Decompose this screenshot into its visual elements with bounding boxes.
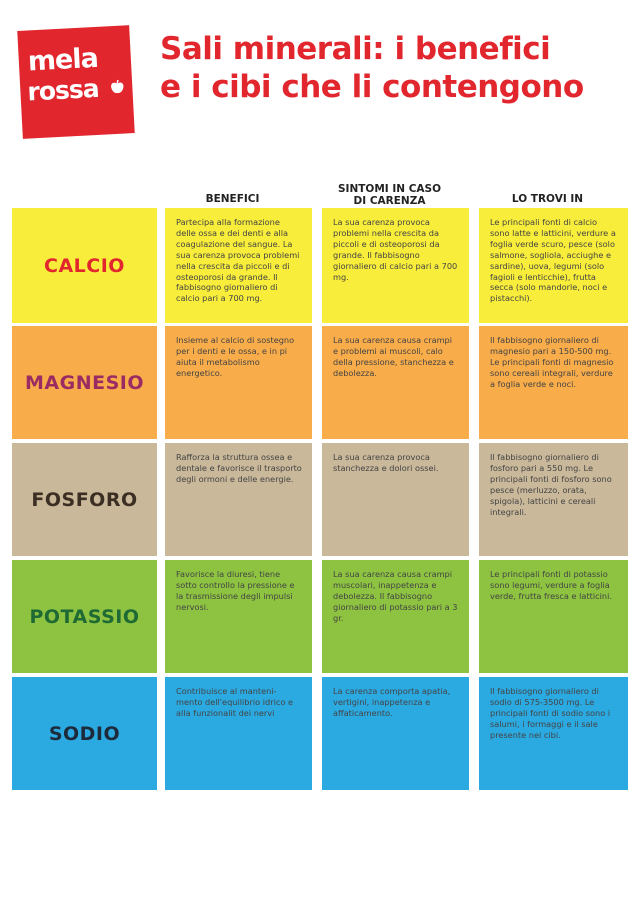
cell-benefici: Contribuisce al manteni-mento dell'equilibrio idrico e alla funzionalit dei nervi bbox=[165, 677, 312, 790]
cell-benefici: Insieme al calcio di sostegno per i denti e le ossa, e in pi aiuta il metabolismo energetico. bbox=[165, 326, 312, 439]
apple-icon bbox=[110, 79, 125, 99]
cell-lo-trovi-in: Il fabbisogno giornaliero di sodio di 575-3500 mg. Le principali fonti di sodio sono i salumi, i formaggi e il sale presente nei cibi. bbox=[479, 677, 628, 790]
mineral-name: POTASSIO bbox=[12, 560, 157, 673]
mineral-name: SODIO bbox=[12, 677, 157, 790]
title-line-1: Sali minerali: i benefici bbox=[160, 31, 551, 67]
table-row-potassio bbox=[12, 560, 628, 673]
mineral-name: CALCIO bbox=[12, 208, 157, 323]
cell-lo-trovi-in: Le principali fonti di calcio sono latte e latticini, verdure a foglia verde scuro, pesce (solo salmone, sogliola, acciughe e sardine), uova, legumi (solo fagioli e lenticchie), frutta secca (solo mandorle, noci e pistacchi). bbox=[479, 208, 628, 323]
mineral-name: FOSFORO bbox=[12, 443, 157, 556]
header-sintomi-line-1: SINTOMI IN CASO bbox=[337, 183, 442, 195]
cell-sintomi: La sua carenza provoca stanchezza e dolori ossei. bbox=[322, 443, 469, 556]
header-lo-trovi-in: LO TROVI IN bbox=[511, 193, 584, 205]
table-row-sodio bbox=[12, 677, 628, 790]
table-row-fosforo bbox=[12, 443, 628, 556]
title-line-2: e i cibi che li contengono bbox=[160, 69, 584, 105]
logo-text-mela: mela bbox=[27, 42, 99, 78]
header-sintomi-line-2: DI CARENZA bbox=[353, 195, 426, 207]
header-sintomi bbox=[322, 183, 457, 207]
table-row-magnesio bbox=[12, 326, 628, 439]
header-benefici: BENEFICI bbox=[205, 193, 260, 205]
logo-text-rossa: rossa bbox=[26, 73, 100, 107]
mineral-name: MAGNESIO bbox=[12, 326, 157, 439]
cell-sintomi: La carenza comporta apatia, vertigini, inappetenza e affaticamento. bbox=[322, 677, 469, 790]
cell-sintomi: La sua carenza provoca problemi nella crescita da piccoli e di osteoporosi da grande. Il fabbisogno giornaliero di calcio pari a 700 mg. bbox=[322, 208, 469, 323]
cell-benefici: Rafforza la struttura ossea e dentale e favorisce il trasporto degli ormoni e delle energie. bbox=[165, 443, 312, 556]
cell-sintomi: La sua carenza causa crampi e problemi ai muscoli, calo della pressione, stanchezza e debolezza. bbox=[322, 326, 469, 439]
table-row-calcio bbox=[12, 208, 628, 323]
cell-lo-trovi-in: Il fabbisogno giornaliero di magnesio pari a 150-500 mg. Le principali fonti di magnesio sono cereali integrali, verdure a foglia verde e noci. bbox=[479, 326, 628, 439]
page-title bbox=[160, 30, 630, 106]
cell-benefici: Partecipa alla formazione delle ossa e dei denti e alla coagulazione del sangue. La sua carenza provoca problemi nella crescita da piccoli e di osteoporosi da grande. Il fabbisogno giornaliero di calcio pari a 700 mg. bbox=[165, 208, 312, 323]
cell-sintomi: La sua carenza causa crampi muscolari, inappetenza e debolezza. Il fabbisogno giornaliero di potassio pari a 3 gr. bbox=[322, 560, 469, 673]
cell-lo-trovi-in: Le principali fonti di potassio sono legumi, verdure a foglia verde, frutta fresca e latticini. bbox=[479, 560, 628, 673]
cell-lo-trovi-in: Il fabbisogno giornaliero di fosforo pari a 550 mg. Le principali fonti di fosforo sono pesce (merluzzo, orata, spigola), latticini e cereali integrali. bbox=[479, 443, 628, 556]
cell-benefici: Favorisce la diuresi, tiene sotto controllo la pressione e la trasmissione degli impulsi nervosi. bbox=[165, 560, 312, 673]
melarossa-logo bbox=[17, 25, 134, 139]
